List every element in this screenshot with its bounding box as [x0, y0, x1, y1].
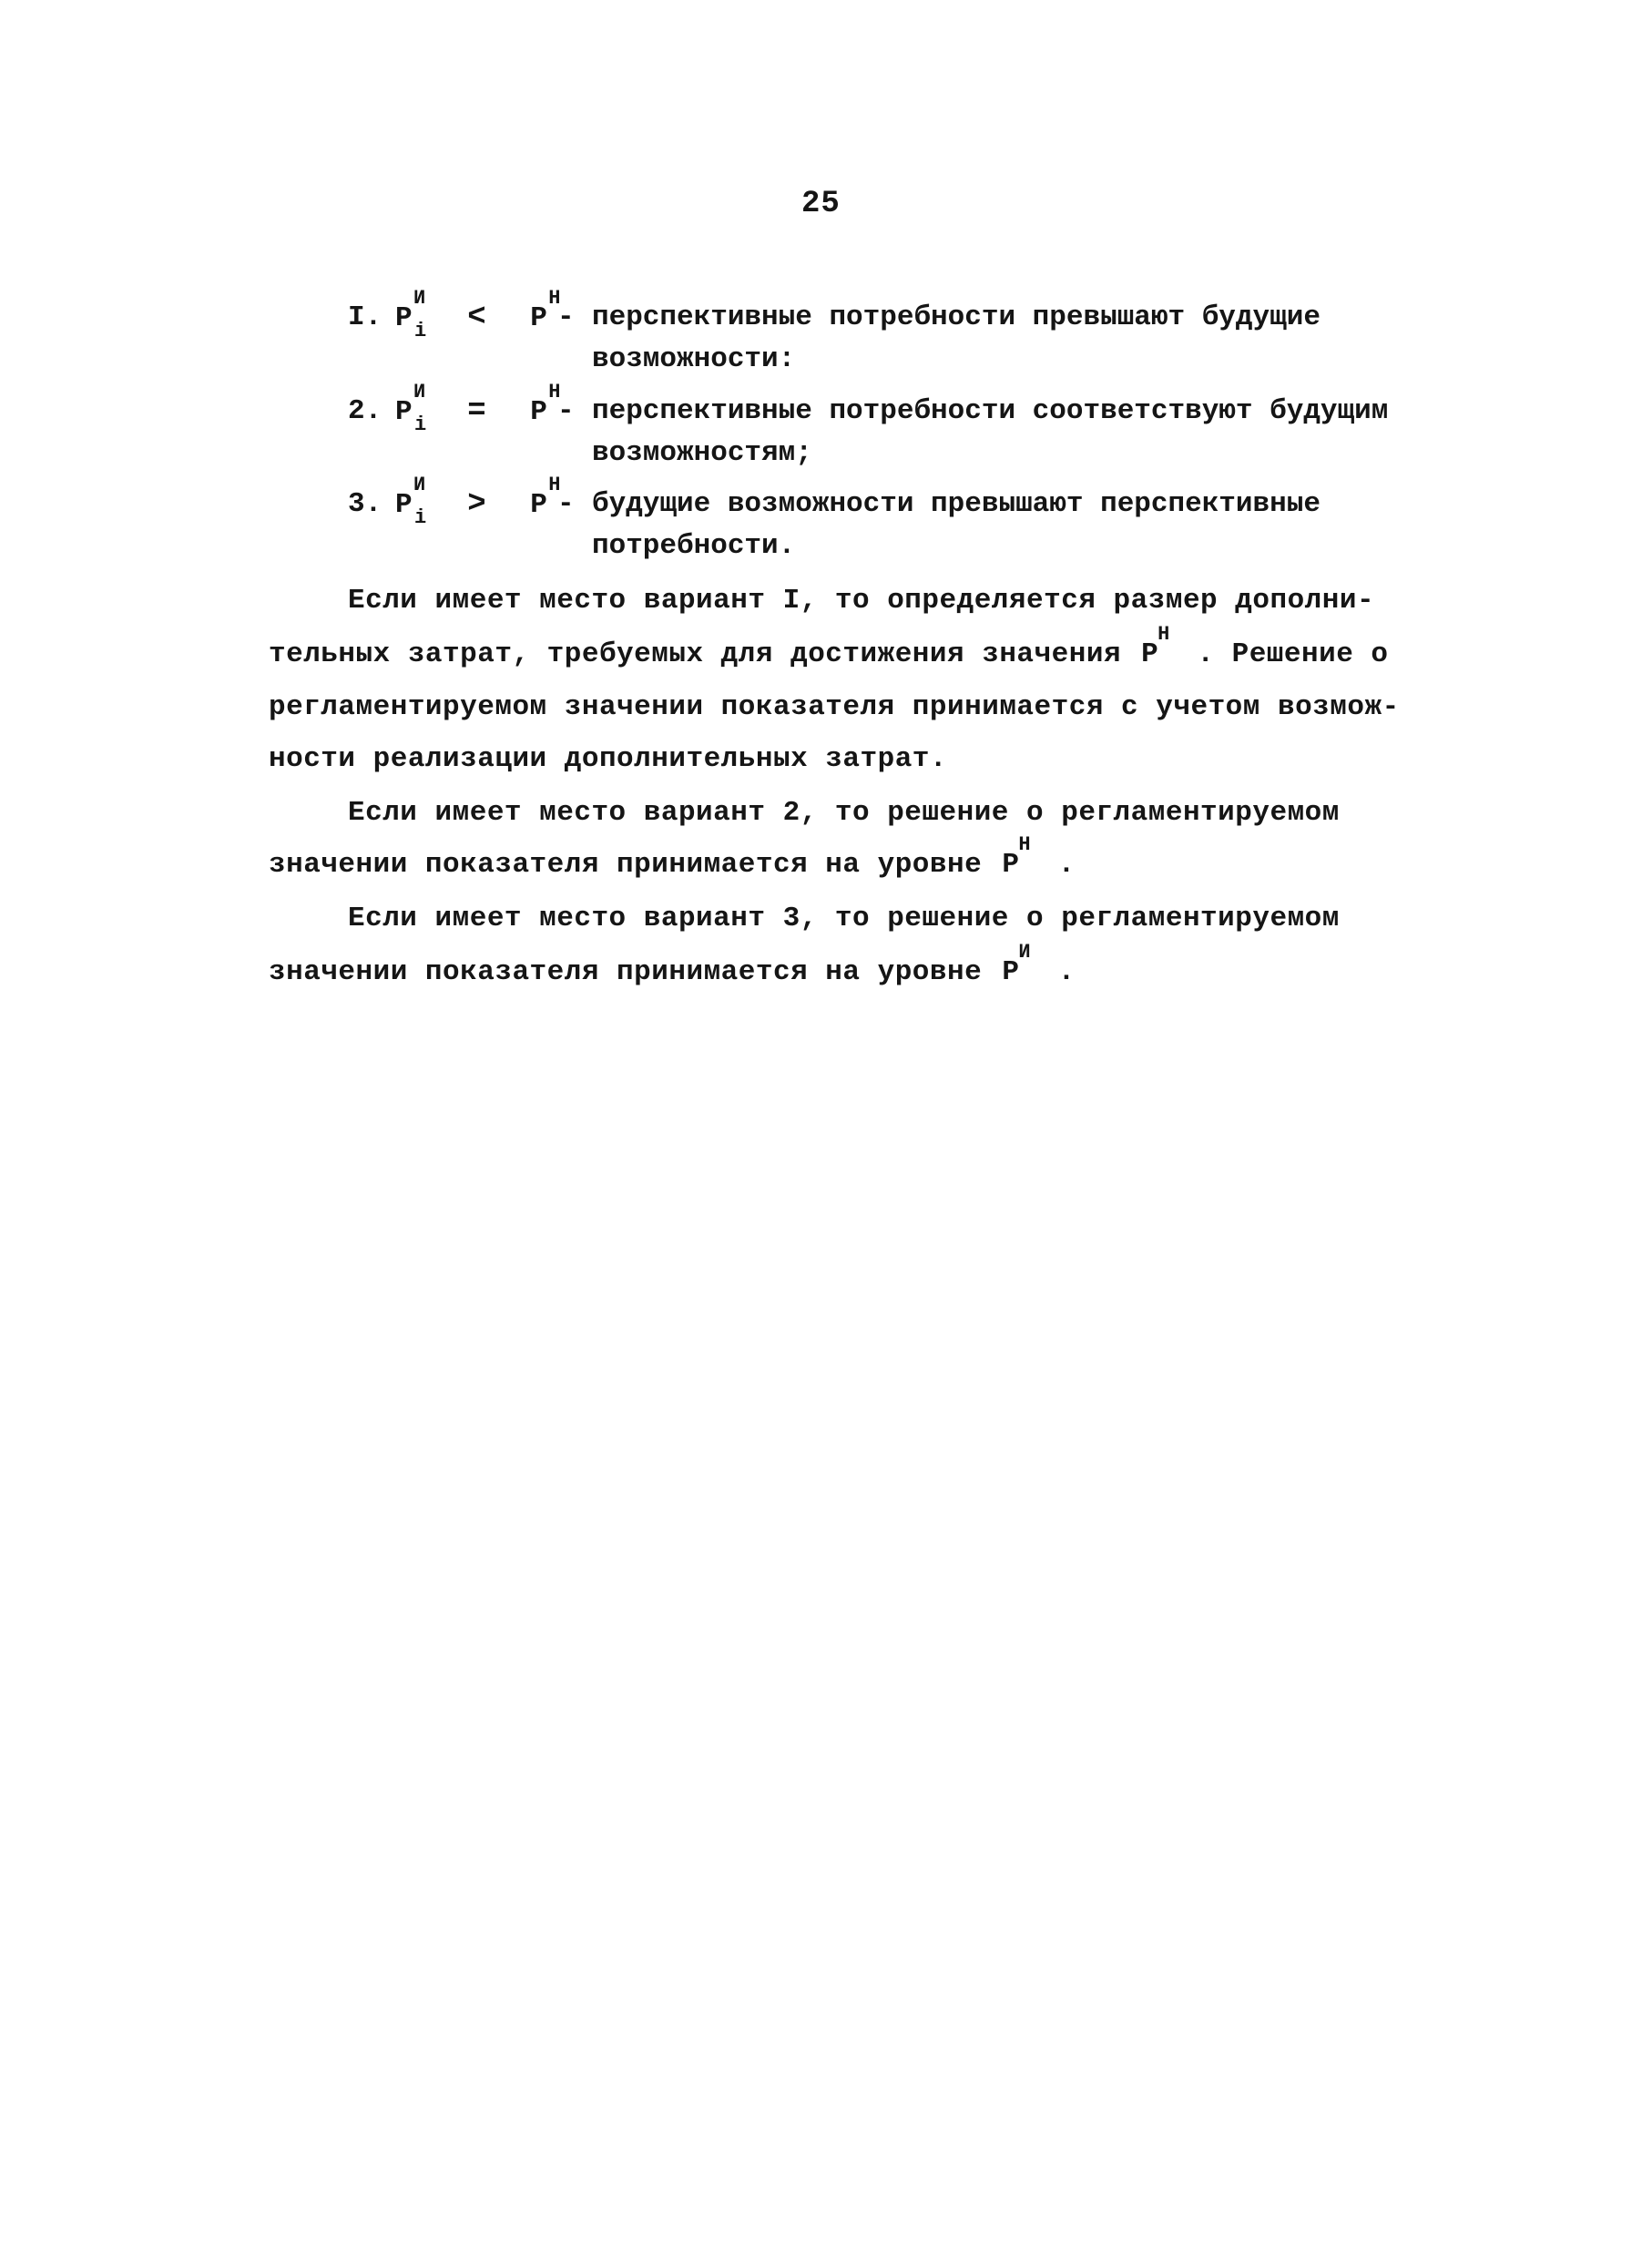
formula-rhs	[530, 474, 561, 523]
inline-formula	[1002, 941, 1032, 990]
condition-number: 3.	[348, 488, 382, 520]
condition-description: перспективные потребности превышают будущие	[592, 301, 1321, 333]
lhs-subscript: i	[414, 320, 427, 342]
rhs-superscript: Н	[548, 287, 561, 310]
condition-formula	[395, 381, 561, 436]
formula-lhs	[395, 287, 427, 342]
lhs-subscript: i	[414, 506, 427, 529]
condition-dash: -	[557, 301, 575, 333]
condition-dash: -	[557, 395, 575, 427]
paragraph-line	[269, 833, 1076, 883]
relation-symbol: =	[467, 394, 486, 429]
paragraph-line: Если имеет место вариант 2, то решение о регламентируемом	[348, 797, 1340, 829]
paragraph-text: . Решение о	[1197, 638, 1389, 670]
inline-formula-base: P	[1141, 638, 1159, 670]
paragraph-text: значении показателя принимается на уровне	[269, 956, 983, 988]
formula-rhs	[530, 381, 561, 430]
lhs-base: P	[395, 489, 413, 521]
condition-description: будущие возможности превышают перспективные	[592, 488, 1321, 520]
paragraph-line: Если имеет место вариант I, то определяется размер дополни-	[348, 585, 1375, 617]
lhs-base: P	[395, 302, 413, 334]
rhs-base: P	[530, 489, 547, 521]
page-number: 25	[801, 187, 841, 221]
condition-number: 2.	[348, 395, 382, 427]
inline-formula	[1002, 833, 1032, 883]
inline-formula	[1141, 623, 1170, 672]
condition-item	[348, 287, 1441, 350]
rhs-superscript: Н	[548, 474, 561, 496]
lhs-superscript: И	[413, 287, 426, 310]
paragraph-text: .	[1057, 849, 1076, 881]
condition-description: перспективные потребности соответствуют будущим	[592, 395, 1389, 427]
condition-description-continuation: возможности:	[592, 343, 796, 375]
condition-item	[348, 474, 1441, 536]
condition-formula	[395, 474, 561, 529]
paragraph-line: Если имеет место вариант 3, то решение о регламентируемом	[348, 903, 1340, 934]
condition-description-continuation: потребности.	[592, 530, 796, 562]
paragraph-line	[269, 623, 1389, 672]
condition-description-continuation: возможностям;	[592, 437, 812, 469]
rhs-base: P	[530, 302, 547, 334]
lhs-subscript: i	[414, 413, 427, 436]
condition-dash: -	[557, 488, 575, 520]
condition-formula	[395, 287, 561, 342]
formula-rhs	[530, 287, 561, 336]
paragraph-text: .	[1057, 956, 1076, 988]
condition-number: I.	[348, 301, 382, 333]
formula-lhs	[395, 381, 427, 436]
inline-formula-base: P	[1002, 849, 1020, 881]
rhs-base: P	[530, 396, 547, 428]
inline-formula-base: P	[1002, 956, 1020, 988]
lhs-superscript: И	[413, 474, 426, 496]
rhs-superscript: Н	[548, 381, 561, 403]
paragraph-text: значении показателя принимается на уровне	[269, 849, 983, 881]
relation-symbol: <	[467, 301, 486, 335]
lhs-superscript: И	[413, 381, 426, 403]
inline-formula-superscript: Н	[1157, 623, 1170, 646]
inline-formula-superscript: И	[1018, 941, 1032, 964]
lhs-base: P	[395, 396, 413, 428]
paragraph-line: ности реализации дополнительных затрат.	[269, 743, 948, 775]
condition-item	[348, 381, 1486, 444]
formula-lhs	[395, 474, 427, 529]
inline-formula-superscript: Н	[1018, 833, 1032, 856]
relation-symbol: >	[467, 487, 486, 522]
paragraph-line	[269, 941, 1076, 990]
paragraph-line: регламентируемом значении показателя принимается с учетом возмож-	[269, 691, 1400, 723]
paragraph-text: тельных затрат, требуемых для достижения значения	[269, 638, 1122, 670]
